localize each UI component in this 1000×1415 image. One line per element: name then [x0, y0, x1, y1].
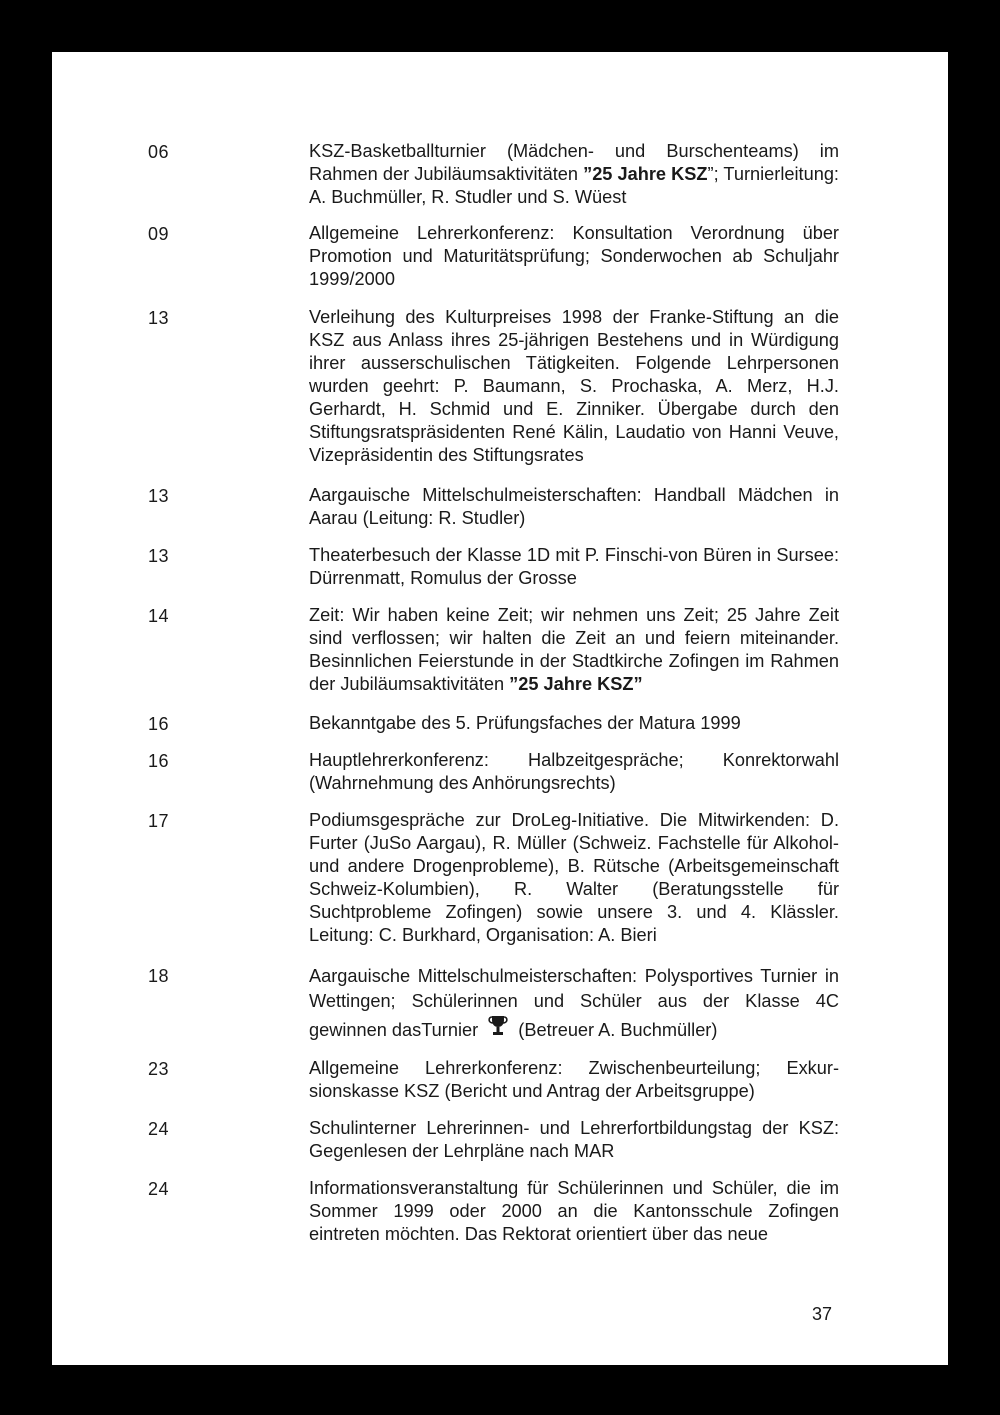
- entry-text: [309, 712, 839, 735]
- entry-text: [309, 749, 839, 795]
- entry-text-bold: ”25 Jahre KSZ: [583, 164, 708, 184]
- entry-text: [309, 222, 839, 291]
- entry-text-segment: Schulinterner Lehrerinnen- und Lehrerfortbildungstag der KSZ: Gegenlesen der Lehrpläne nach MAR: [309, 1118, 839, 1161]
- entry-text-segment: KSZ-Basketballturnier (Mädchen- und Burschenteams) im Rahmen der Jubiläumsaktivitäten: [309, 141, 839, 184]
- entry-day: 13: [148, 546, 170, 566]
- trophy-icon: [487, 1014, 509, 1038]
- entry-text-segment: Allgemeine Lehrerkonferenz: Konsultation Verordnung über Promotion und Maturitätsprüfung; Sonderwochen ab Schuljahr 1999/2000: [309, 223, 839, 289]
- entry-day: 24: [148, 1179, 170, 1199]
- entry-text: [309, 544, 839, 590]
- entry-day: 13: [148, 486, 170, 506]
- entry-day: 23: [148, 1059, 170, 1079]
- entry-text: [309, 1177, 839, 1246]
- entry-day: 17: [148, 811, 170, 831]
- document-page: [52, 52, 948, 1365]
- page-number: 37: [812, 1304, 833, 1324]
- entry-day: 18: [148, 966, 170, 986]
- entry-text: [309, 484, 839, 530]
- entry-text-segment: Allgemeine Lehrerkonferenz: Zwischenbeurteilung; Exkursionskasse KSZ (Bericht und Antrag der Arbeitsgruppe): [309, 1058, 839, 1101]
- entry-text-segment: Bekanntgabe des 5. Prüfungsfaches der Matura 1999: [309, 713, 741, 733]
- entry-text-segment: Aargauische Mittelschulmeisterschaften: Polysportives Turnier in Wettingen; Schülerinnen und Schüler aus der Klasse 4C gewinnen dasTurnier: [309, 966, 839, 1040]
- entry-text-segment: Theaterbesuch der Klasse 1D mit P. Finschi-von Büren in Sursee: Dürrenmatt, Romulus der Grosse: [309, 545, 839, 588]
- entry-day: 06: [148, 142, 170, 162]
- entry-text: [309, 140, 839, 209]
- entry-text: [309, 604, 839, 696]
- entry-day: 14: [148, 606, 170, 626]
- entry-text: [309, 1117, 839, 1163]
- entry-day: 16: [148, 751, 170, 771]
- entry-text: [309, 964, 839, 1043]
- entry-text: [309, 306, 839, 467]
- entry-day: 24: [148, 1119, 170, 1139]
- entry-text-segment: Zeit: Wir haben keine Zeit; wir nehmen uns Zeit; 25 Jahre Zeit sind verflossen; wir halten die Zeit an und feiern miteinander. Besinnlichen Feierstunde in der Stadtkirche Zofingen im Rahmen der Jubiläumsaktivitäten: [309, 605, 839, 694]
- entry-text-bold: ”25 Jahre KSZ”: [509, 674, 643, 694]
- entry-day: 13: [148, 308, 170, 328]
- entry-text-segment: Informationsveranstaltung für Schülerinnen und Schüler, die im Sommer 1999 oder 2000 an die Kantonsschule Zofingen eintreten möchten. Das Rektorat orientiert über das neue: [309, 1178, 839, 1244]
- entry-text: [309, 809, 839, 947]
- entry-text-segment: ”; Turnierleitung: A. Buchmüller, R. Studler und S. Wüest: [309, 164, 839, 207]
- entry-text-segment: Podiumsgespräche zur DroLeg-Initiative. Die Mitwirkenden: D. Furter (JuSo Aargau), R. Müller (Schweiz. Fachstelle für Alkohol- und andere Drogenprobleme), B. Rütsche (Arbeitsgemeinschaft Schweiz-Kolumbien), R. Walter (Beratungsstelle für Suchtprobleme Zofingen) sowie unsere 3. und 4. Klässler. Leitung: C. Burkhard, Organisation: A. Bieri: [309, 810, 839, 945]
- entry-text-segment: Aargauische Mittelschulmeisterschaften: Handball Mädchen in Aarau (Leitung: R. Studler): [309, 485, 839, 528]
- entry-text-segment: Verleihung des Kulturpreises 1998 der Franke-Stiftung an die KSZ aus Anlass ihres 25-jährigen Bestehens und in Würdigung ihrer ausserschulischen Tätigkeiten. Folgende Lehrpersonen wurden geehrt: P. Baumann, S. Prochaska, A. Merz, H.J. Gerhardt, H. Schmid und E. Zinniker. Übergabe durch den Stiftungsratspräsidenten René Kälin, Laudatio von Hanni Veuve, Vizepräsidentin des Stiftungsrates: [309, 307, 839, 465]
- entry-text-segment: (Betreuer A. Buchmüller): [513, 1020, 718, 1040]
- entry-text-segment: Hauptlehrerkonferenz: Halbzeitgespräche; Konrektorwahl (Wahrnehmung des Anhörungsrechts): [309, 750, 839, 793]
- entry-day: 09: [148, 224, 170, 244]
- entry-text: [309, 1057, 839, 1103]
- entry-day: 16: [148, 714, 170, 734]
